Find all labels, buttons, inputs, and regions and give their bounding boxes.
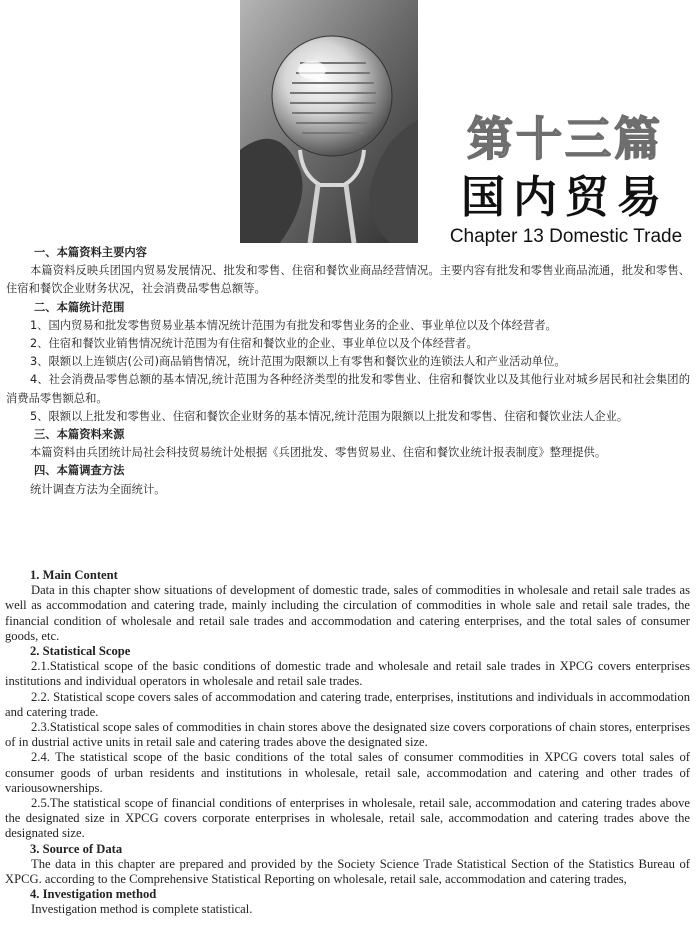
paragraph: 4、社会消费品零售总额的基本情况,统计范围为各种经济类型的批发和零售业、住宿和餐饮业以及其他行业对城乡居民和社会集团的消费品零售额总和。	[6, 373, 690, 405]
paragraph: 2.2. Statistical scope covers sales of accommodation and catering trade, enterprises, institutions and individuals in accommodation and catering trade.	[5, 689, 690, 719]
paragraph: Data in this chapter show situations of development of domestic trade, sales of commodities in wholesale and retail sale trades as well as accommodation and catering trade, mainly including the circulation of commodities in whole sale and retail sale trades, the financial condition of wholesale and retail sale trades and accommodation and catering enterprises, and the total sales of consumer goods, etc.	[5, 583, 690, 643]
chapter-title-en: Chapter 13 Domestic Trade	[449, 226, 683, 247]
section-heading: 1. Main Content	[30, 568, 118, 582]
chapter-number-cn: 第十三篇	[467, 112, 663, 166]
en-section	[5, 568, 690, 644]
chinese-notes	[6, 244, 690, 499]
en-section	[5, 644, 690, 842]
paragraph: 2.4. The statistical scope of the basic conditions of the total sales of consumer commodities in XPCG covers total sales of consumer goods of urban residents and institutions in wholesale, retail sale, accommodation and catering and other trades of variousownerships.	[5, 750, 690, 795]
section-heading: 2. Statistical Scope	[30, 644, 131, 659]
section-heading: 3. Source of Data	[30, 841, 123, 856]
paragraph: 本篇资料反映兵团国内贸易发展情况、批发和零售、住宿和餐饮业商品经营情况。主要内容有批发和零售业商品流通，批发和零售、住宿和餐饮企业财务状况，社会消费品零售总额等。	[6, 264, 690, 296]
section-heading: 四、本篇调查方法	[34, 464, 125, 478]
english-notes	[5, 568, 690, 918]
section-heading: 一、本篇资料主要内容	[34, 246, 147, 259]
paragraph: 5、限额以上批发和零售业、住宿和餐饮企业财务的基本情况,统计范围为限额以上批发和零售、住宿和餐饮业法人企业。	[30, 409, 629, 423]
cn-section	[6, 244, 690, 299]
paragraph: 统计调查方法为全面统计。	[30, 482, 166, 496]
paragraph: 2、住宿和餐饮业销售情况统计范围为有住宿和餐饮业的企业、事业单位以及个体经营者。	[30, 337, 478, 351]
section-heading: 4. Investigation method	[30, 887, 157, 902]
en-section	[5, 842, 690, 888]
paragraph: Investigation method is complete statistical.	[31, 902, 253, 917]
en-section	[5, 887, 690, 917]
paragraph: 2.5.The statistical scope of financial conditions of enterprises in wholesale, retail sale, accommodation and catering trades above the designated size in XPCG covers corporate enterprises in wholesale, retail sale, accommodation and catering trades above the designated size.	[5, 796, 690, 841]
cn-section	[6, 299, 690, 426]
cn-section	[6, 426, 690, 462]
paragraph: 本篇资料由兵团统计局社会科技贸易统计处根据《兵团批发、零售贸易业、住宿和餐饮业统计报表制度》整理提供。	[30, 446, 607, 460]
paragraph: 1、国内贸易和批发零售贸易业基本情况统计范围为有批发和零售业务的企业、事业单位以及个体经营者。	[30, 318, 557, 332]
crystal-ball-photo	[240, 0, 418, 243]
section-heading: 三、本篇资料来源	[34, 428, 125, 442]
section-heading: 二、本篇统计范围	[34, 300, 125, 314]
chapter-title-cn: 国内贸易	[461, 172, 669, 223]
paragraph: 3、限额以上连锁店(公司)商品销售情况，统计范围为限额以上有零售和餐饮业的连锁法人和产业活动单位。	[30, 355, 566, 369]
cn-section	[6, 462, 690, 498]
paragraph: 2.1.Statistical scope of the basic conditions of domestic trade and wholesale and retail sale trades in XPCG covers enterprises institutions and individual operators in wholesale and retail sale trades.	[5, 659, 690, 689]
paragraph: The data in this chapter are prepared and provided by the Society Science Trade Statistical Section of the Statistics Bureau of XPCG. according to the Comprehensive Statistical Reporting on wholesale, retail sale, accommodation and catering trades,	[5, 856, 690, 887]
paragraph: 2.3.Statistical scope sales of commodities in chain stores above the designated size covers corporations of chain stores, enterprises of in dustrial active units in retail sale and catering trades above the designated size.	[5, 720, 690, 750]
